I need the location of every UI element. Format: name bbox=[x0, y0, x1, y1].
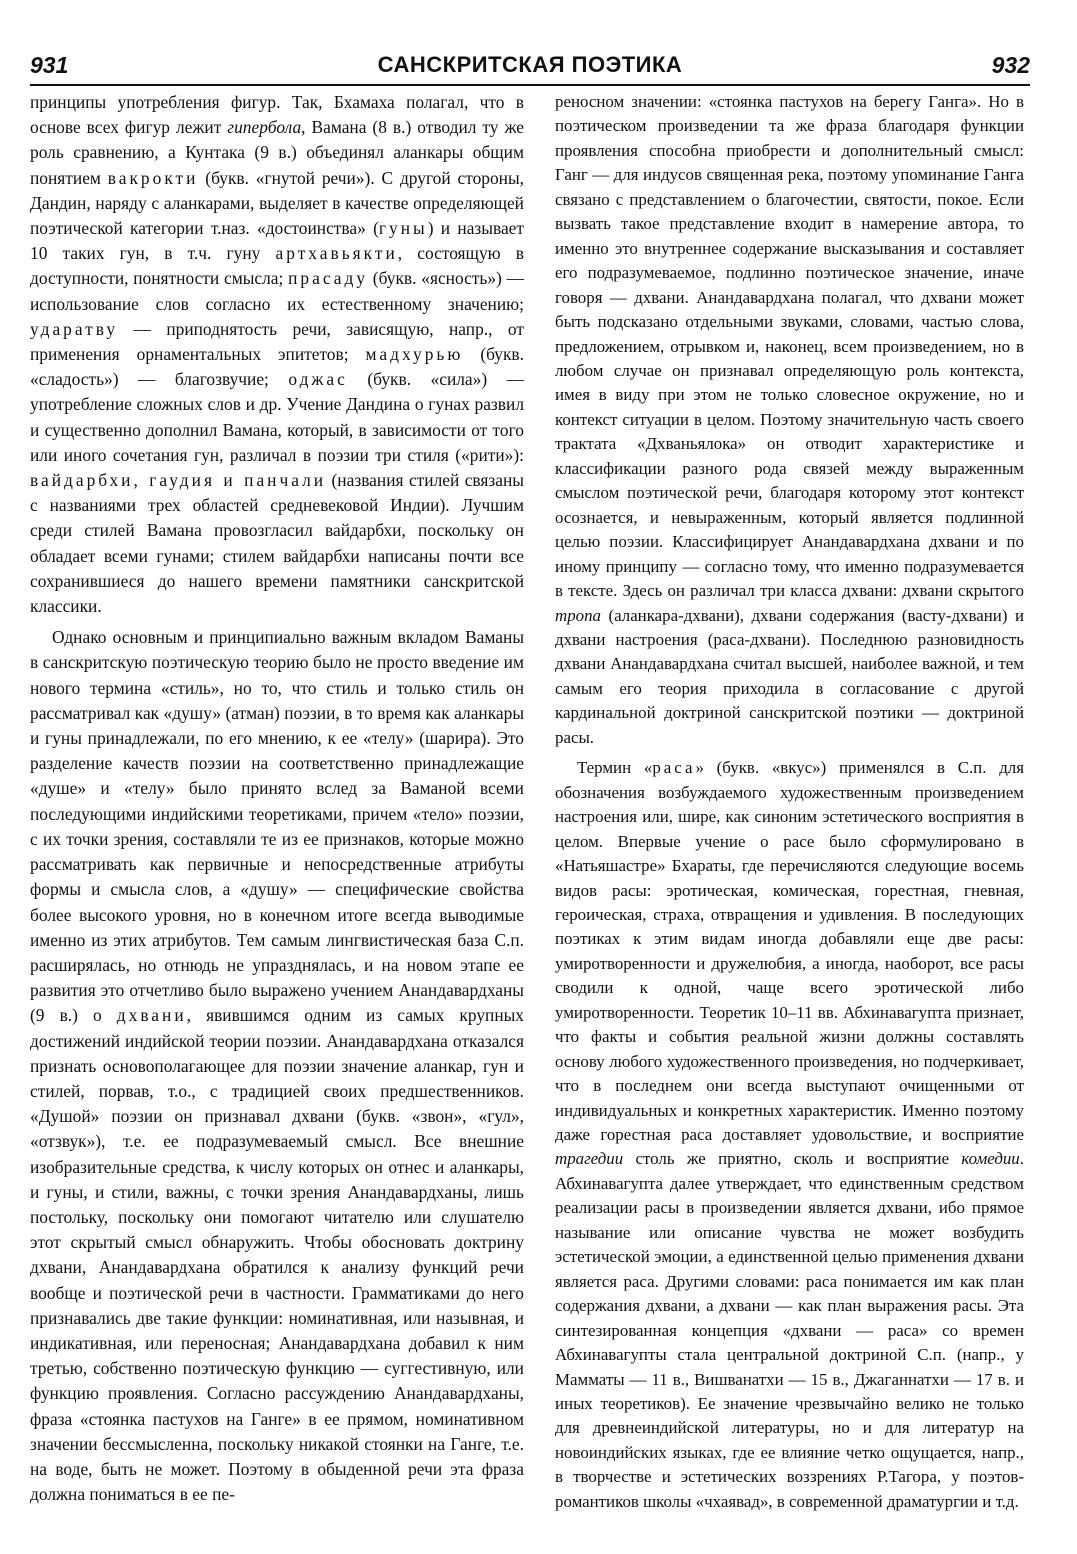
italic-term: трагедии bbox=[555, 1149, 624, 1169]
paragraph bbox=[30, 90, 524, 619]
left-column bbox=[30, 90, 524, 1507]
paragraph bbox=[30, 625, 524, 1507]
text-run: Однако основным и принципиально важным вкладом Ваманы в санскритскую поэтическую теорию было не просто введение им нового термина «стиль», но то, что стиль и только стиль он рассматривал как «душу» (атман) поэзии, в то время как аланкары и гуны принадлежали, по его мнению, к ее «телу» (шарира). Это разделение качеств поэзии на соответственно принадлежащие «душе» и «телу» было принято вслед за Ваманой всеми последующими индийскими теоретиками, причем «тело» поэзии, с их точки зрения, составляли те из ее признаков, которые можно рассматривать как первичные и непосредственные атрибуты формы и смысла слов, а «душу» — специфические свойства более высокого уровня, но в конечном итоге всегда выводимые именно из этих атрибутов. Тем самым лингвистическая база С.п. расширялась, но отнюдь не упразднялась, и на новом этапе ее развития это отчетливо было выражено учением Анандавардханы (9 в.) о bbox=[30, 627, 524, 1026]
spaced-term: гуны bbox=[378, 218, 428, 239]
spaced-term: оджас bbox=[288, 369, 348, 390]
page-number-right: 932 bbox=[991, 52, 1030, 78]
text-run: (букв. «сила») — употребление сложных слов и др. Учение Дандина о гунах развил и существенно дополнил Вамана, который, в зависимости от того или иного сочетания гун, различал в поэзии три стиля («рити»): bbox=[30, 369, 525, 465]
spaced-term: артхавьякти bbox=[275, 243, 398, 264]
running-header bbox=[30, 50, 1030, 86]
text-run: (названия стилей связаны с названиями трех областей средневековой Индии). Лучшим среди стилей Вамана провозгласил вайдарбхи, поскольку он обладает всеми гунами; стилем вайдарбхи написаны почти все сохранившиеся до нашего времени памятники санскритской классики. bbox=[30, 470, 524, 617]
text-run: , Вамана (8 в.) отводил ту же роль сравнению, а Кунтака (9 в.) объединял аланкары общим понятием bbox=[30, 117, 524, 188]
text-run: — приподнятость речи, зависящую, напр., от применения орнаментальных эпитетов; bbox=[30, 318, 524, 365]
text-run: Термин « bbox=[577, 758, 653, 778]
text-run: , состоящую в доступности, понятности смысла; bbox=[30, 243, 524, 289]
page-number-left: 931 bbox=[30, 52, 69, 78]
text-run: реносном значении: «стоянка пастухов на берегу Ганга». Но в поэтическом произведении та же фраза благодаря функции проявления способна приобрести и дополнительный смысл: Ганг — для индусов священная река, поэтому упоминание Ганга связано с представлением о благочестии, святости, покое. Если вызвать такое представление входит в намерение автора, то именно это внутреннее содержание высказывания и составляет его подразумеваемое, подлинно поэтическое значение, иначе говоря — дхвани. Анандавардхана полагал, что дхвани может быть подсказано отдельными звуками, словами, частью слова, предложением, отрывком и, наконец, всем произведением, но в любом случае он признавал определяющую роль контекста, имея в виду при этом не только словесное окружение, но и контекст ситуации в целом. Поэтому значительную часть своего трактата «Дхваньялока» он отводит характеристике и классификации разного рода связей между выраженным смыслом поэтической речи, благодаря которому этот контекст осознается, и невыраженным, который является подлинной целью поэзии. Классифицирует Анандавардхана дхвани и по иному принципу — согласно тому, что именно подразумевается в тексте. Здесь он различал три класса дхвани: дхвани скрытого bbox=[555, 92, 1024, 601]
italic-term: комедии bbox=[961, 1149, 1020, 1169]
spaced-term: мадхурью bbox=[365, 344, 464, 365]
running-title: САНСКРИТСКАЯ ПОЭТИКА bbox=[377, 52, 683, 77]
text-run: принципы употребления фигур. Так, Бхамаха полагал, что в основе всех фигур лежит bbox=[30, 92, 524, 138]
text-run: (букв. «сладость») — благозвучие; bbox=[30, 344, 524, 390]
text-run: (аланкара-дхвани), дхвани содержания (васту-дхвани) и дхвани настроения (раса-дхвани). Последнюю разновидность дхвани Анандавардхана считал высшей, наиболее важной, и тем самым его теория приходила в согласование с другой кардинальной доктриной санскритской поэтики — доктриной расы. bbox=[555, 605, 1024, 747]
text-run: . Абхинавагупта далее утверждает, что единственным средством реализации расы в произведении является дхвани, ибо прямое называние или описание чувства не может возбудить эстетической эмоции, а единственной целью применения дхвани является раса. Другими словами: раса понимается им как план содержания дхвани, а дхвани — как план выражения расы. Эта синтезированная концепция «дхвани — раса» со времен Абхинавагупты стала центральной доктриной С.п. (напр., у Мамматы — 11 в., Вишванатхи — 15 в., Джаганнатхи — 17 в. и иных теоретиков). Ее значение чрезвычайно велико не только для древнеиндийской литературы, но и для литератур на новоиндийских языках, где ее влияние четко ощущается, напр., в творчестве и эстетических воззрениях Р.Тагора, у поэтов-романтиков школы «чхаявад», в современной драматургии и т.д. bbox=[555, 1149, 1024, 1511]
text-run: столь же приятно, сколь и восприятие bbox=[623, 1149, 962, 1169]
text-run: (букв. «ясность») — использование слов согласно их естественному значению; bbox=[30, 268, 524, 314]
text-run: » (букв. «вкус») применялся в С.п. для обозначения возбуждаемого художественным произведением настроения или, шире, как синоним эстетического восприятия в целом. Впервые учение о расе было сформулировано в «Натьяшастре» Бхараты, где перечисляются следующие восемь видов расы: эротическая, комическая, горестная, гневная, героическая, страха, отвращения и удивления. В последующих поэтиках к этим видам иногда добавляли еще две расы: умиротворенности и дружелюбия, а иногда, наоборот, все расы сводили к одной, чаще всего эротической либо умиротворенности. Теоретик 10–11 вв. Абхинавагупта признает, что факты и события реальной жизни должны составлять основу любого художественного произведения, но подчеркивает, что в последнем они всегда выступают очищенными от индивидуальных и конкретных характеристик. Именно поэтому даже горестная раса доставляет удовольствие, и восприятие bbox=[555, 758, 1024, 1145]
paragraph bbox=[555, 90, 1024, 750]
spaced-term: вайдарбхи, гаудия и панчали bbox=[30, 470, 327, 491]
spaced-term: прасаду bbox=[288, 268, 369, 289]
right-column bbox=[555, 90, 1024, 1514]
spaced-term: ударатву bbox=[30, 318, 119, 339]
text-run: (букв. «гнутой речи»). С другой стороны, Дандин, наряду с аланкарами, выделяет в качестве определяющей поэтической категории т.наз. «достоинства» ( bbox=[30, 167, 524, 239]
text-run: ) и называет 10 таких гун, в т.ч. гуну bbox=[30, 218, 524, 264]
italic-term: тропа bbox=[555, 605, 601, 625]
text-run: , явившимся одним из самых крупных достижений индийской теории поэзии. Анандавардхана отказался признать основополагающее для поэзии значение аланкар, гун и стилей, порвав, т.о., с традицией своих предшественников. «Душой» поэзии он признавал дхвани (букв. «звон», «гул», «отзвук»), т.е. ее подразумеваемый смысл. Все внешние изобразительные средства, к числу которых он отнес и аланкары, и гуны, и стили, важны, с точки зрения Анандавардханы, лишь постольку, поскольку они помогают читателю или слушателю этот скрытый смысл обнаружить. Чтобы обосновать доктрину дхвани, Анандавардхана обратился к анализу функций речи вообще и поэтической речи в частности. Грамматиками до него признавались две такие функции: номинативная, или назывная, и индикативная, или переносная; Анандавардхана добавил к ним третью, собственно поэтическую функцию — суггестивную, или функцию проявления. Согласно рассуждению Анандавардханы, фраза «стоянка пастухов на Ганге» в ее прямом, номинативном значении бессмысленна, поскольку никакой стоянки на Ганге, т.е. на воде, быть не может. Поэтому в обыденной речи эта фраза должна пониматься в ее пе- bbox=[30, 1005, 525, 1505]
spaced-term: вакрокти bbox=[107, 167, 199, 188]
italic-term: гипербола bbox=[227, 117, 302, 138]
spaced-term: дхвани bbox=[116, 1005, 187, 1026]
paragraph bbox=[555, 756, 1024, 1514]
spaced-term: раса bbox=[652, 758, 696, 778]
